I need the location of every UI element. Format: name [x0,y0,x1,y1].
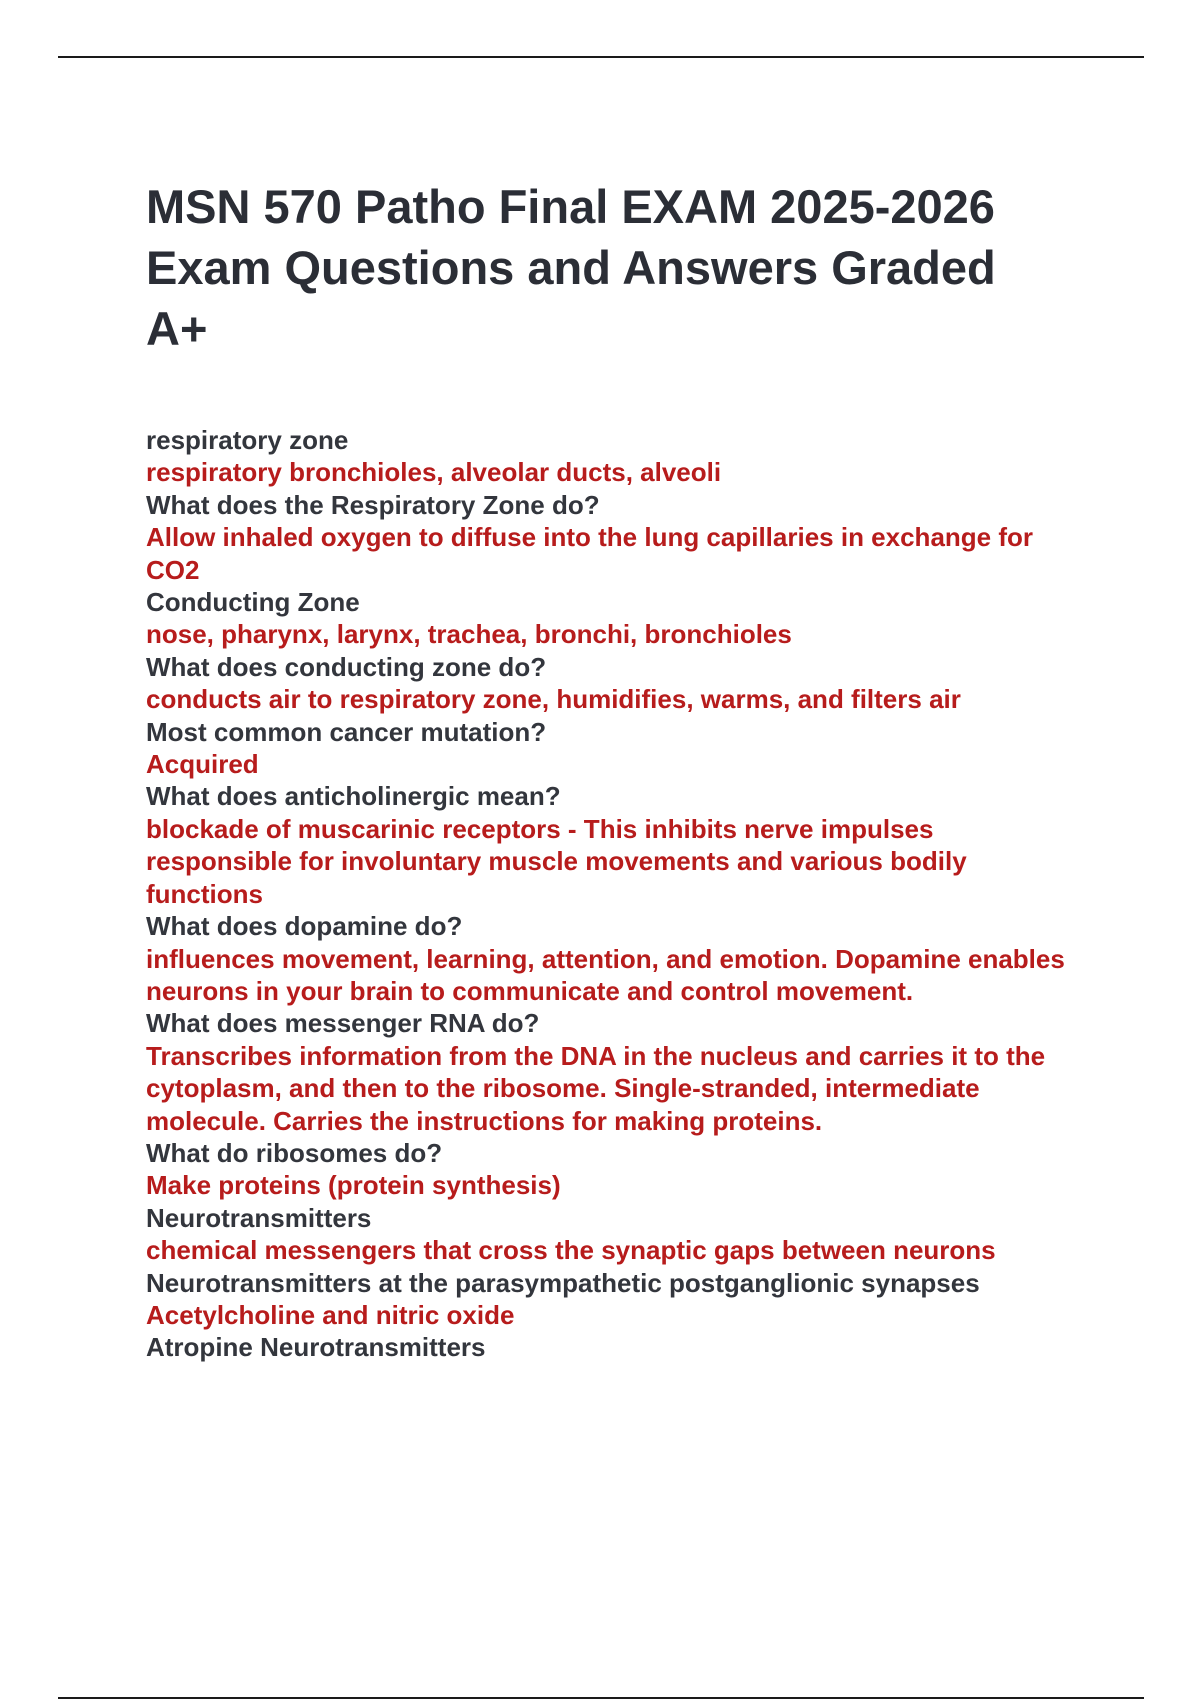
question-text: What do ribosomes do? [146,1137,443,1168]
question-text: Neurotransmitters [146,1202,372,1233]
qa-item [146,910,1086,1007]
qa-item [146,1267,1086,1332]
answer-text: nose, pharynx, larynx, trachea, bronchi, bronchioles [146,619,792,650]
question-text: What does anticholinergic mean? [146,781,561,812]
qa-item [146,780,1086,910]
qa-item [146,716,1086,781]
qa-list [146,424,1086,1364]
qa-item [146,1007,1086,1137]
answer-text: influences movement, learning, attention, and emotion. Dopamine enables neurons in your brain to communicate and control movement. [146,943,1065,1006]
question-text: Atropine Neurotransmitters [146,1332,486,1363]
qa-item [146,489,1086,586]
qa-item [146,1331,1086,1363]
question-text: respiratory zone [146,425,349,455]
question-text: What does the Respiratory Zone do? [146,489,600,520]
qa-item [146,651,1086,716]
answer-text: conducts air to respiratory zone, humidifies, warms, and filters air [146,684,961,715]
answer-text: chemical messengers that cross the synaptic gaps between neurons [146,1235,996,1266]
question-text: Neurotransmitters at the parasympathetic postganglionic synapses [146,1267,980,1298]
answer-text: respiratory bronchioles, alveolar ducts, alveoli [146,457,722,488]
document-title: MSN 570 Patho Final EXAM 2025-2026 Exam Questions and Answers Graded A+ [146,180,996,355]
question-text: Most common cancer mutation? [146,716,547,747]
qa-item [146,1202,1086,1267]
qa-item [146,424,1086,489]
answer-text: Make proteins (protein synthesis) [146,1170,561,1201]
answer-text: Allow inhaled oxygen to diffuse into the lung capillaries in exchange for CO2 [146,522,1034,585]
question-text: What does conducting zone do? [146,651,547,682]
answer-text: Acetylcholine and nitric oxide [146,1299,515,1330]
answer-text: Acquired [146,749,259,780]
qa-item [146,1137,1086,1202]
bottom-divider [58,1697,1144,1699]
question-text: What does messenger RNA do? [146,1008,540,1039]
top-divider [58,56,1144,58]
answer-text: blockade of muscarinic receptors - This inhibits nerve impulses responsible for involuntary muscle movements and various bodily functions [146,813,967,909]
question-text: What does dopamine do? [146,911,463,942]
qa-item [146,586,1086,651]
answer-text: Transcribes information from the DNA in the nucleus and carries it to the cytoplasm, and then to the ribosome. Single-stranded, intermediate molecule. Carries the instructions for making proteins. [146,1040,1046,1136]
question-text: Conducting Zone [146,587,360,618]
